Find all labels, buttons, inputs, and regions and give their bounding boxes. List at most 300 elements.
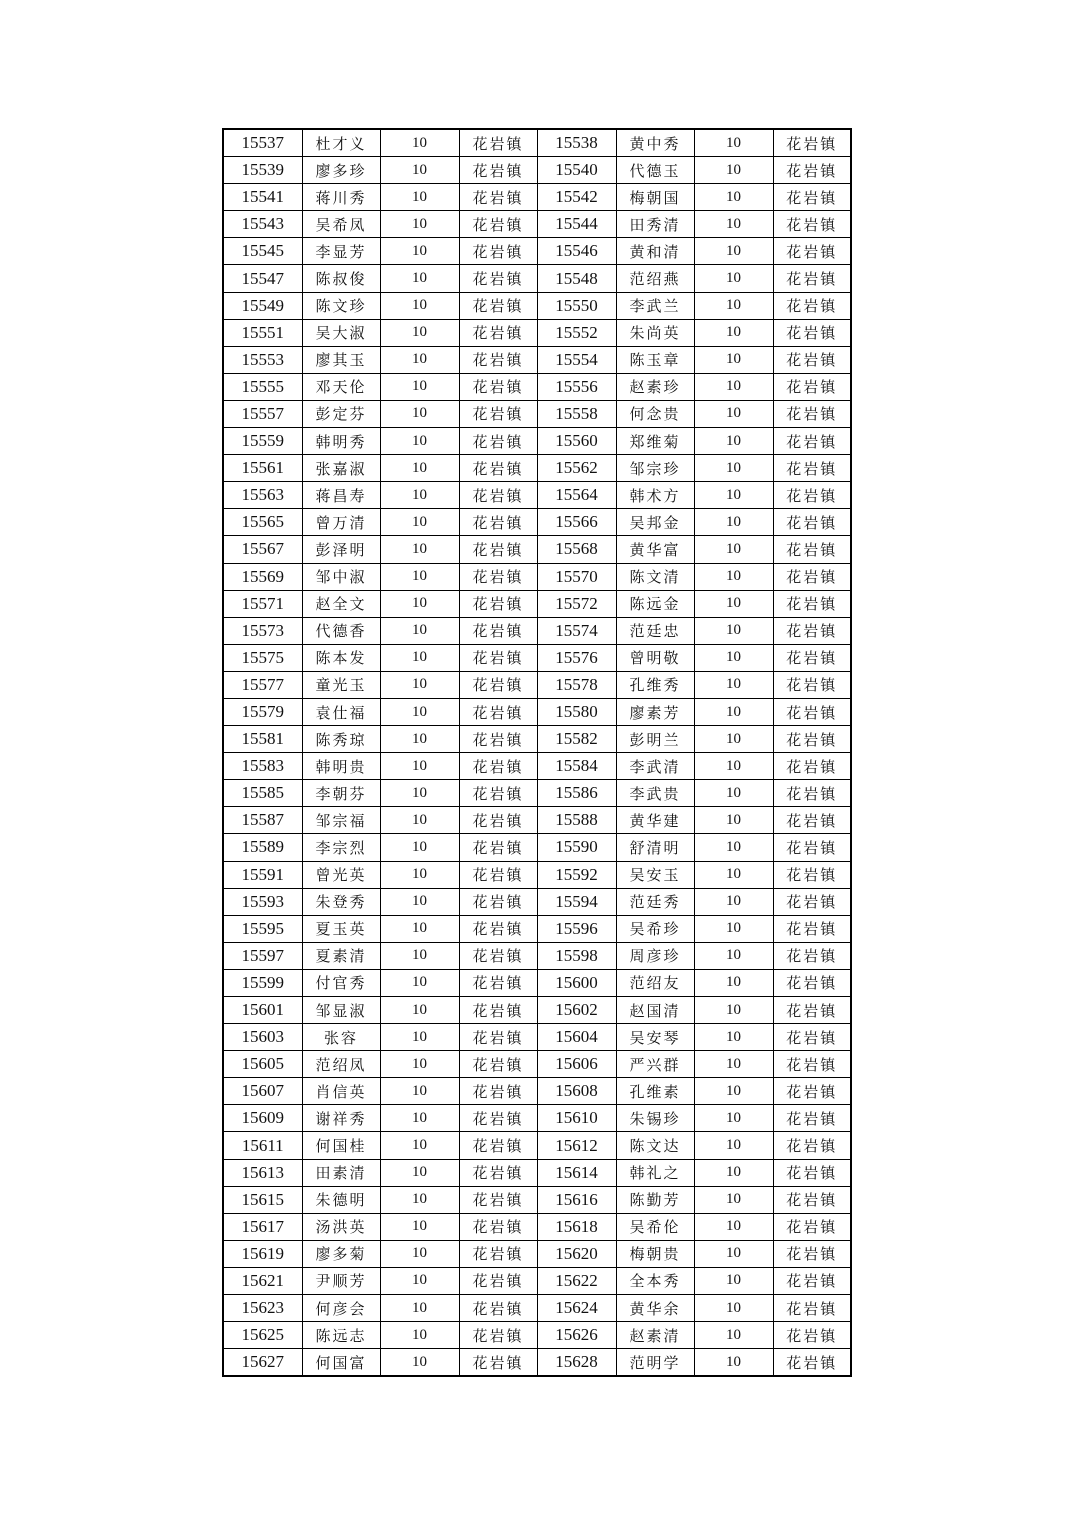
town-cell: 花岩镇: [773, 1186, 851, 1213]
record-number-cell: 15539: [223, 157, 302, 184]
record-number-cell: 15616: [537, 1186, 616, 1213]
record-number-cell: 15574: [537, 617, 616, 644]
record-number-cell: 15593: [223, 888, 302, 915]
table-row: [223, 319, 851, 346]
table-row: [223, 238, 851, 265]
town-cell: 花岩镇: [459, 1186, 537, 1213]
town-cell: 花岩镇: [773, 184, 851, 211]
table-row: [223, 1240, 851, 1267]
person-name-cell: 范廷忠: [616, 617, 694, 644]
amount-cell: 10: [694, 1105, 773, 1132]
amount-cell: 10: [694, 617, 773, 644]
amount-cell: 10: [380, 1349, 459, 1377]
table-row: [223, 292, 851, 319]
record-number-cell: 15558: [537, 400, 616, 427]
town-cell: 花岩镇: [459, 644, 537, 671]
table-row: [223, 617, 851, 644]
record-number-cell: 15581: [223, 726, 302, 753]
person-name-cell: 赵素清: [616, 1322, 694, 1349]
record-number-cell: 15614: [537, 1159, 616, 1186]
record-number-cell: 15543: [223, 211, 302, 238]
town-cell: 花岩镇: [773, 698, 851, 725]
record-number-cell: 15551: [223, 319, 302, 346]
person-name-cell: 范绍友: [616, 969, 694, 996]
amount-cell: 10: [380, 671, 459, 698]
record-number-cell: 15621: [223, 1267, 302, 1294]
person-name-cell: 朱尚英: [616, 319, 694, 346]
record-number-cell: 15560: [537, 428, 616, 455]
record-number-cell: 15562: [537, 455, 616, 482]
record-number-cell: 15622: [537, 1267, 616, 1294]
person-name-cell: 邹显淑: [302, 997, 380, 1024]
person-name-cell: 曾万清: [302, 509, 380, 536]
record-number-cell: 15590: [537, 834, 616, 861]
person-name-cell: 田素清: [302, 1159, 380, 1186]
record-number-cell: 15620: [537, 1240, 616, 1267]
person-name-cell: 袁仕福: [302, 698, 380, 725]
amount-cell: 10: [694, 1132, 773, 1159]
table-row: [223, 1051, 851, 1078]
amount-cell: 10: [380, 942, 459, 969]
table-row: [223, 428, 851, 455]
amount-cell: 10: [694, 1267, 773, 1294]
person-name-cell: 黄中秀: [616, 129, 694, 157]
table-row: [223, 807, 851, 834]
table-row: [223, 1186, 851, 1213]
town-cell: 花岩镇: [773, 590, 851, 617]
amount-cell: 10: [380, 1024, 459, 1051]
amount-cell: 10: [694, 211, 773, 238]
amount-cell: 10: [380, 834, 459, 861]
town-cell: 花岩镇: [459, 1295, 537, 1322]
record-number-cell: 15577: [223, 671, 302, 698]
person-name-cell: 孔维秀: [616, 671, 694, 698]
table-row: [223, 1295, 851, 1322]
record-number-cell: 15570: [537, 563, 616, 590]
amount-cell: 10: [694, 1295, 773, 1322]
amount-cell: 10: [694, 319, 773, 346]
table-row: [223, 915, 851, 942]
amount-cell: 10: [694, 482, 773, 509]
amount-cell: 10: [694, 969, 773, 996]
town-cell: 花岩镇: [773, 563, 851, 590]
record-number-cell: 15592: [537, 861, 616, 888]
amount-cell: 10: [380, 888, 459, 915]
table-row: [223, 346, 851, 373]
record-number-cell: 15565: [223, 509, 302, 536]
amount-cell: 10: [380, 346, 459, 373]
person-name-cell: 曾光英: [302, 861, 380, 888]
person-name-cell: 韩礼之: [616, 1159, 694, 1186]
person-name-cell: 邹宗珍: [616, 455, 694, 482]
person-name-cell: 吴希伦: [616, 1213, 694, 1240]
person-name-cell: 尹顺芳: [302, 1267, 380, 1294]
person-name-cell: 赵国清: [616, 997, 694, 1024]
person-name-cell: 廖素芳: [616, 698, 694, 725]
town-cell: 花岩镇: [459, 1132, 537, 1159]
person-name-cell: 吴希凤: [302, 211, 380, 238]
town-cell: 花岩镇: [773, 1349, 851, 1377]
record-number-cell: 15546: [537, 238, 616, 265]
town-cell: 花岩镇: [459, 1159, 537, 1186]
amount-cell: 10: [694, 671, 773, 698]
amount-cell: 10: [694, 1240, 773, 1267]
town-cell: 花岩镇: [459, 400, 537, 427]
town-cell: 花岩镇: [459, 211, 537, 238]
person-name-cell: 黄华富: [616, 536, 694, 563]
table-row: [223, 1322, 851, 1349]
amount-cell: 10: [380, 1051, 459, 1078]
person-name-cell: 赵全文: [302, 590, 380, 617]
person-name-cell: 陈文达: [616, 1132, 694, 1159]
amount-cell: 10: [694, 129, 773, 157]
town-cell: 花岩镇: [459, 292, 537, 319]
town-cell: 花岩镇: [773, 157, 851, 184]
person-name-cell: 周彦珍: [616, 942, 694, 969]
table-row: [223, 509, 851, 536]
town-cell: 花岩镇: [459, 617, 537, 644]
town-cell: 花岩镇: [773, 238, 851, 265]
amount-cell: 10: [694, 1051, 773, 1078]
amount-cell: 10: [380, 1213, 459, 1240]
town-cell: 花岩镇: [459, 265, 537, 292]
amount-cell: 10: [380, 238, 459, 265]
person-name-cell: 范明学: [616, 1349, 694, 1377]
town-cell: 花岩镇: [773, 1051, 851, 1078]
table-row: [223, 942, 851, 969]
person-name-cell: 蒋昌寿: [302, 482, 380, 509]
town-cell: 花岩镇: [459, 997, 537, 1024]
record-number-cell: 15619: [223, 1240, 302, 1267]
amount-cell: 10: [380, 1295, 459, 1322]
town-cell: 花岩镇: [773, 1132, 851, 1159]
amount-cell: 10: [380, 915, 459, 942]
amount-cell: 10: [380, 129, 459, 157]
town-cell: 花岩镇: [459, 834, 537, 861]
person-name-cell: 何彦会: [302, 1295, 380, 1322]
town-cell: 花岩镇: [459, 1322, 537, 1349]
town-cell: 花岩镇: [773, 888, 851, 915]
table-row: [223, 590, 851, 617]
table-row: [223, 1105, 851, 1132]
record-number-cell: 15542: [537, 184, 616, 211]
amount-cell: 10: [380, 211, 459, 238]
table-row: [223, 780, 851, 807]
town-cell: 花岩镇: [459, 157, 537, 184]
person-name-cell: 李显芳: [302, 238, 380, 265]
town-cell: 花岩镇: [773, 211, 851, 238]
records-table: [222, 128, 852, 1377]
town-cell: 花岩镇: [459, 455, 537, 482]
record-number-cell: 15553: [223, 346, 302, 373]
record-number-cell: 15585: [223, 780, 302, 807]
person-name-cell: 彭定芬: [302, 400, 380, 427]
town-cell: 花岩镇: [459, 753, 537, 780]
amount-cell: 10: [694, 1078, 773, 1105]
amount-cell: 10: [380, 969, 459, 996]
table-row: [223, 455, 851, 482]
amount-cell: 10: [694, 400, 773, 427]
amount-cell: 10: [694, 1186, 773, 1213]
record-number-cell: 15575: [223, 644, 302, 671]
amount-cell: 10: [694, 373, 773, 400]
amount-cell: 10: [694, 238, 773, 265]
table-row: [223, 157, 851, 184]
record-number-cell: 15594: [537, 888, 616, 915]
person-name-cell: 李朝芬: [302, 780, 380, 807]
amount-cell: 10: [694, 726, 773, 753]
table-row: [223, 997, 851, 1024]
person-name-cell: 舒清明: [616, 834, 694, 861]
person-name-cell: 李宗烈: [302, 834, 380, 861]
person-name-cell: 赵素珍: [616, 373, 694, 400]
person-name-cell: 吴安琴: [616, 1024, 694, 1051]
person-name-cell: 代德香: [302, 617, 380, 644]
person-name-cell: 朱德明: [302, 1186, 380, 1213]
person-name-cell: 邹宗福: [302, 807, 380, 834]
person-name-cell: 范绍凤: [302, 1051, 380, 1078]
amount-cell: 10: [380, 753, 459, 780]
person-name-cell: 何念贵: [616, 400, 694, 427]
amount-cell: 10: [694, 509, 773, 536]
amount-cell: 10: [694, 428, 773, 455]
person-name-cell: 黄华建: [616, 807, 694, 834]
record-number-cell: 15564: [537, 482, 616, 509]
amount-cell: 10: [694, 1159, 773, 1186]
amount-cell: 10: [694, 753, 773, 780]
town-cell: 花岩镇: [773, 1213, 851, 1240]
town-cell: 花岩镇: [459, 698, 537, 725]
amount-cell: 10: [380, 1078, 459, 1105]
amount-cell: 10: [380, 1159, 459, 1186]
record-number-cell: 15548: [537, 265, 616, 292]
amount-cell: 10: [694, 834, 773, 861]
amount-cell: 10: [380, 1132, 459, 1159]
record-number-cell: 15601: [223, 997, 302, 1024]
table-row: [223, 1267, 851, 1294]
amount-cell: 10: [694, 915, 773, 942]
record-number-cell: 15598: [537, 942, 616, 969]
town-cell: 花岩镇: [459, 184, 537, 211]
table-row: [223, 373, 851, 400]
person-name-cell: 严兴群: [616, 1051, 694, 1078]
town-cell: 花岩镇: [459, 915, 537, 942]
town-cell: 花岩镇: [459, 319, 537, 346]
town-cell: 花岩镇: [773, 509, 851, 536]
record-number-cell: 15586: [537, 780, 616, 807]
person-name-cell: 吴邦金: [616, 509, 694, 536]
town-cell: 花岩镇: [773, 969, 851, 996]
record-number-cell: 15600: [537, 969, 616, 996]
record-number-cell: 15580: [537, 698, 616, 725]
town-cell: 花岩镇: [773, 726, 851, 753]
town-cell: 花岩镇: [773, 455, 851, 482]
amount-cell: 10: [694, 455, 773, 482]
town-cell: 花岩镇: [773, 834, 851, 861]
amount-cell: 10: [694, 563, 773, 590]
person-name-cell: 全本秀: [616, 1267, 694, 1294]
amount-cell: 10: [380, 563, 459, 590]
amount-cell: 10: [694, 157, 773, 184]
record-number-cell: 15537: [223, 129, 302, 157]
amount-cell: 10: [380, 400, 459, 427]
person-name-cell: 彭明兰: [616, 726, 694, 753]
amount-cell: 10: [694, 888, 773, 915]
person-name-cell: 彭泽明: [302, 536, 380, 563]
person-name-cell: 韩明秀: [302, 428, 380, 455]
town-cell: 花岩镇: [459, 969, 537, 996]
table-row: [223, 184, 851, 211]
record-number-cell: 15617: [223, 1213, 302, 1240]
town-cell: 花岩镇: [459, 238, 537, 265]
record-number-cell: 15550: [537, 292, 616, 319]
record-number-cell: 15607: [223, 1078, 302, 1105]
town-cell: 花岩镇: [773, 1024, 851, 1051]
town-cell: 花岩镇: [773, 617, 851, 644]
record-number-cell: 15588: [537, 807, 616, 834]
record-number-cell: 15538: [537, 129, 616, 157]
amount-cell: 10: [380, 536, 459, 563]
record-number-cell: 15625: [223, 1322, 302, 1349]
person-name-cell: 廖多珍: [302, 157, 380, 184]
person-name-cell: 梅朝贵: [616, 1240, 694, 1267]
town-cell: 花岩镇: [459, 1349, 537, 1377]
person-name-cell: 陈叔俊: [302, 265, 380, 292]
town-cell: 花岩镇: [459, 780, 537, 807]
person-name-cell: 孔维素: [616, 1078, 694, 1105]
town-cell: 花岩镇: [459, 861, 537, 888]
amount-cell: 10: [380, 726, 459, 753]
town-cell: 花岩镇: [773, 400, 851, 427]
table-row: [223, 129, 851, 157]
amount-cell: 10: [380, 428, 459, 455]
amount-cell: 10: [694, 1024, 773, 1051]
amount-cell: 10: [694, 292, 773, 319]
person-name-cell: 陈勤芳: [616, 1186, 694, 1213]
person-name-cell: 蒋川秀: [302, 184, 380, 211]
person-name-cell: 范廷秀: [616, 888, 694, 915]
record-number-cell: 15609: [223, 1105, 302, 1132]
town-cell: 花岩镇: [459, 590, 537, 617]
town-cell: 花岩镇: [773, 1267, 851, 1294]
amount-cell: 10: [380, 509, 459, 536]
record-number-cell: 15584: [537, 753, 616, 780]
town-cell: 花岩镇: [773, 861, 851, 888]
amount-cell: 10: [380, 997, 459, 1024]
record-number-cell: 15576: [537, 644, 616, 671]
record-number-cell: 15591: [223, 861, 302, 888]
person-name-cell: 夏素清: [302, 942, 380, 969]
person-name-cell: 夏玉英: [302, 915, 380, 942]
person-name-cell: 廖多菊: [302, 1240, 380, 1267]
person-name-cell: 陈文珍: [302, 292, 380, 319]
amount-cell: 10: [380, 644, 459, 671]
record-number-cell: 15608: [537, 1078, 616, 1105]
person-name-cell: 陈玉章: [616, 346, 694, 373]
amount-cell: 10: [694, 346, 773, 373]
town-cell: 花岩镇: [773, 428, 851, 455]
person-name-cell: 张容: [302, 1024, 380, 1051]
person-name-cell: 汤洪英: [302, 1213, 380, 1240]
person-name-cell: 吴希珍: [616, 915, 694, 942]
town-cell: 花岩镇: [459, 536, 537, 563]
table-row: [223, 400, 851, 427]
record-number-cell: 15572: [537, 590, 616, 617]
town-cell: 花岩镇: [773, 997, 851, 1024]
town-cell: 花岩镇: [773, 780, 851, 807]
amount-cell: 10: [380, 807, 459, 834]
person-name-cell: 童光玉: [302, 671, 380, 698]
amount-cell: 10: [380, 482, 459, 509]
record-number-cell: 15605: [223, 1051, 302, 1078]
record-number-cell: 15557: [223, 400, 302, 427]
amount-cell: 10: [694, 997, 773, 1024]
person-name-cell: 陈本发: [302, 644, 380, 671]
amount-cell: 10: [694, 780, 773, 807]
record-number-cell: 15615: [223, 1186, 302, 1213]
record-number-cell: 15563: [223, 482, 302, 509]
town-cell: 花岩镇: [773, 915, 851, 942]
amount-cell: 10: [380, 698, 459, 725]
record-number-cell: 15602: [537, 997, 616, 1024]
amount-cell: 10: [380, 1186, 459, 1213]
person-name-cell: 曾明敬: [616, 644, 694, 671]
record-number-cell: 15582: [537, 726, 616, 753]
amount-cell: 10: [380, 1322, 459, 1349]
person-name-cell: 付官秀: [302, 969, 380, 996]
record-number-cell: 15540: [537, 157, 616, 184]
record-number-cell: 15603: [223, 1024, 302, 1051]
amount-cell: 10: [380, 861, 459, 888]
person-name-cell: 李武清: [616, 753, 694, 780]
table-row: [223, 671, 851, 698]
amount-cell: 10: [694, 1322, 773, 1349]
amount-cell: 10: [694, 861, 773, 888]
record-number-cell: 15541: [223, 184, 302, 211]
town-cell: 花岩镇: [459, 888, 537, 915]
person-name-cell: 杜才义: [302, 129, 380, 157]
record-number-cell: 15552: [537, 319, 616, 346]
table-row: [223, 888, 851, 915]
table-row: [223, 861, 851, 888]
table-row: [223, 644, 851, 671]
town-cell: 花岩镇: [459, 563, 537, 590]
record-number-cell: 15549: [223, 292, 302, 319]
record-number-cell: 15624: [537, 1295, 616, 1322]
table-row: [223, 1349, 851, 1377]
record-number-cell: 15561: [223, 455, 302, 482]
table-row: [223, 1159, 851, 1186]
amount-cell: 10: [380, 265, 459, 292]
person-name-cell: 邓天伦: [302, 373, 380, 400]
person-name-cell: 郑维菊: [616, 428, 694, 455]
town-cell: 花岩镇: [459, 373, 537, 400]
town-cell: 花岩镇: [773, 1159, 851, 1186]
town-cell: 花岩镇: [459, 726, 537, 753]
table-body: [223, 129, 851, 1376]
town-cell: 花岩镇: [773, 482, 851, 509]
table-row: [223, 1213, 851, 1240]
town-cell: 花岩镇: [459, 1024, 537, 1051]
person-name-cell: 陈远志: [302, 1322, 380, 1349]
town-cell: 花岩镇: [459, 428, 537, 455]
amount-cell: 10: [380, 292, 459, 319]
town-cell: 花岩镇: [773, 1078, 851, 1105]
record-number-cell: 15566: [537, 509, 616, 536]
town-cell: 花岩镇: [773, 1295, 851, 1322]
record-number-cell: 15612: [537, 1132, 616, 1159]
table-row: [223, 698, 851, 725]
